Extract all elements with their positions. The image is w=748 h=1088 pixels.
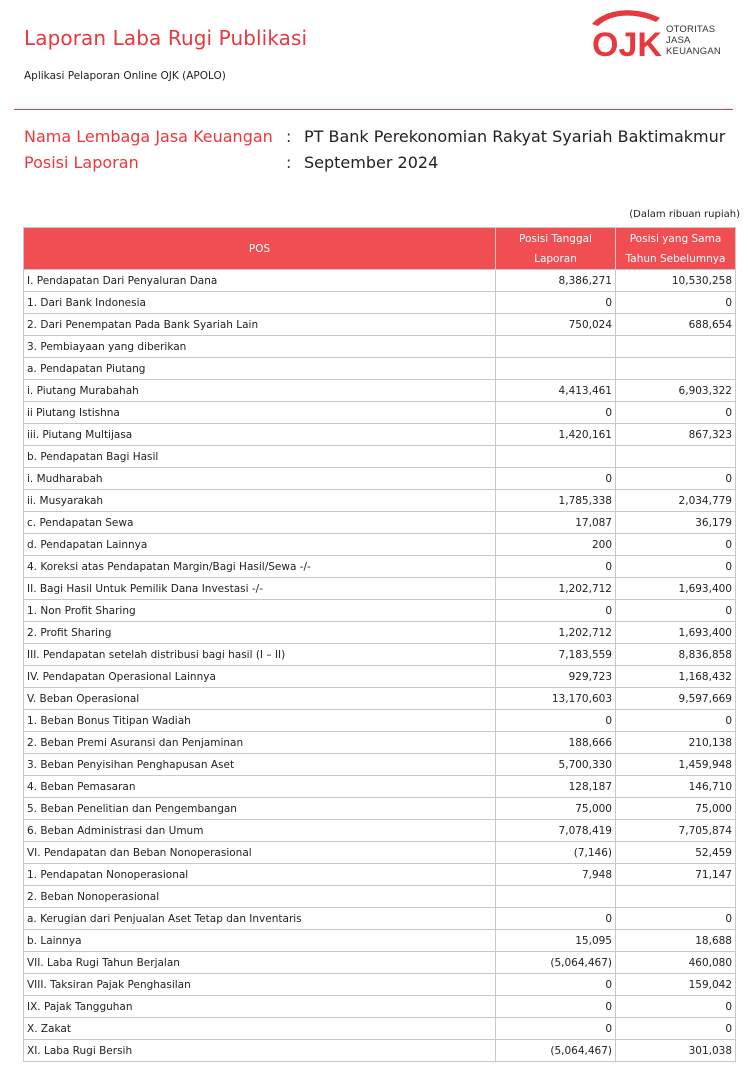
row-label: V. Beban Operasional (24, 688, 496, 710)
row-label: ii. Musyarakah (24, 490, 496, 512)
current-value (496, 336, 616, 358)
previous-value: 0 (616, 996, 736, 1018)
current-value: 0 (496, 600, 616, 622)
table-row (24, 886, 736, 908)
page-subtitle: Aplikasi Pelaporan Online OJK (APOLO) (24, 70, 226, 82)
previous-value: 301,038 (616, 1040, 736, 1062)
table-row (24, 842, 736, 864)
table-row (24, 556, 736, 578)
separator: : (286, 153, 292, 172)
institution-label: Nama Lembaga Jasa Keuangan (24, 127, 273, 146)
previous-value: 1,693,400 (616, 622, 736, 644)
table-row (24, 666, 736, 688)
current-value: 0 (496, 468, 616, 490)
row-label: d. Pendapatan Lainnya (24, 534, 496, 556)
column-header-pos: POS (24, 228, 496, 270)
previous-value: 159,042 (616, 974, 736, 996)
table-row (24, 1040, 736, 1062)
current-value: 0 (496, 556, 616, 578)
current-value: 8,386,271 (496, 270, 616, 292)
current-value: 7,078,419 (496, 820, 616, 842)
row-label: X. Zakat (24, 1018, 496, 1040)
row-label: 2. Dari Penempatan Pada Bank Syariah Lain (24, 314, 496, 336)
table-row (24, 424, 736, 446)
row-label: a. Kerugian dari Penjualan Aset Tetap dan Inventaris (24, 908, 496, 930)
row-label: 4. Koreksi atas Pendapatan Margin/Bagi Hasil/Sewa -/- (24, 556, 496, 578)
row-label: VIII. Taksiran Pajak Penghasilan (24, 974, 496, 996)
previous-value: 1,459,948 (616, 754, 736, 776)
table-body (24, 270, 736, 1062)
previous-value: 1,693,400 (616, 578, 736, 600)
current-value (496, 446, 616, 468)
current-value: (5,064,467) (496, 952, 616, 974)
ojk-logo-mark-icon (588, 6, 668, 64)
current-value: 5,700,330 (496, 754, 616, 776)
table-row (24, 314, 736, 336)
table-row (24, 776, 736, 798)
income-statement-table (23, 227, 736, 1062)
row-label: 2. Beban Premi Asuransi dan Penjaminan (24, 732, 496, 754)
logo-wordmark (666, 24, 721, 57)
table-row (24, 864, 736, 886)
current-value: 0 (496, 996, 616, 1018)
row-label: IX. Pajak Tangguhan (24, 996, 496, 1018)
previous-value: 6,903,322 (616, 380, 736, 402)
table-row (24, 996, 736, 1018)
current-value: 7,183,559 (496, 644, 616, 666)
row-label: 1. Pendapatan Nonoperasional (24, 864, 496, 886)
current-value: 188,666 (496, 732, 616, 754)
table-row (24, 446, 736, 468)
current-value: 0 (496, 402, 616, 424)
table-row (24, 292, 736, 314)
previous-value: 0 (616, 468, 736, 490)
current-value: 929,723 (496, 666, 616, 688)
current-value: 7,948 (496, 864, 616, 886)
previous-value: 1,168,432 (616, 666, 736, 688)
logo-text-line: JASA (666, 35, 691, 46)
row-label: 2. Beban Nonoperasional (24, 886, 496, 908)
row-label: III. Pendapatan setelah distribusi bagi hasil (I – II) (24, 644, 496, 666)
row-label: 2. Profit Sharing (24, 622, 496, 644)
row-label: ii Piutang Istishna (24, 402, 496, 424)
previous-value: 0 (616, 600, 736, 622)
current-value: 17,087 (496, 512, 616, 534)
row-label: i. Piutang Murabahah (24, 380, 496, 402)
table-row (24, 688, 736, 710)
current-value: 0 (496, 710, 616, 732)
table-row (24, 534, 736, 556)
previous-value: 75,000 (616, 798, 736, 820)
current-value: 1,202,712 (496, 578, 616, 600)
row-label: VI. Pendapatan dan Beban Nonoperasional (24, 842, 496, 864)
previous-value (616, 336, 736, 358)
table-row (24, 820, 736, 842)
table-row (24, 490, 736, 512)
previous-value: 36,179 (616, 512, 736, 534)
table-row (24, 644, 736, 666)
table-row (24, 754, 736, 776)
previous-value: 2,034,779 (616, 490, 736, 512)
previous-value: 0 (616, 402, 736, 424)
column-header-previous: Posisi yang Sama Tahun Sebelumnya (616, 228, 736, 270)
previous-value: 210,138 (616, 732, 736, 754)
logo-text-line: OTORITAS (666, 24, 716, 35)
institution-row (24, 127, 725, 146)
table-row (24, 600, 736, 622)
period-row (24, 153, 438, 172)
row-label: II. Bagi Hasil Untuk Pemilik Dana Investasi -/- (24, 578, 496, 600)
row-label: VII. Laba Rugi Tahun Berjalan (24, 952, 496, 974)
row-label: XI. Laba Rugi Bersih (24, 1040, 496, 1062)
table-row (24, 908, 736, 930)
current-value: 200 (496, 534, 616, 556)
previous-value: 0 (616, 710, 736, 732)
previous-value: 0 (616, 908, 736, 930)
current-value: 4,413,461 (496, 380, 616, 402)
table-row (24, 358, 736, 380)
table-header-row (24, 228, 736, 270)
table-row (24, 270, 736, 292)
table-row (24, 798, 736, 820)
previous-value: 7,705,874 (616, 820, 736, 842)
row-label: 5. Beban Penelitian dan Pengembangan (24, 798, 496, 820)
previous-value: 460,080 (616, 952, 736, 974)
current-value: 128,187 (496, 776, 616, 798)
table-row (24, 468, 736, 490)
separator: : (286, 127, 292, 146)
table-row (24, 512, 736, 534)
table-row (24, 380, 736, 402)
row-label: 3. Pembiayaan yang diberikan (24, 336, 496, 358)
previous-value: 10,530,258 (616, 270, 736, 292)
row-label: 3. Beban Penyisihan Penghapusan Aset (24, 754, 496, 776)
current-value: 13,170,603 (496, 688, 616, 710)
previous-value (616, 358, 736, 380)
previous-value: 146,710 (616, 776, 736, 798)
row-label: a. Pendapatan Piutang (24, 358, 496, 380)
current-value: 0 (496, 292, 616, 314)
current-value: 1,202,712 (496, 622, 616, 644)
table-row (24, 402, 736, 424)
previous-value (616, 886, 736, 908)
current-value: 0 (496, 974, 616, 996)
previous-value: 52,459 (616, 842, 736, 864)
unit-note: (Dalam ribuan rupiah) (629, 209, 740, 220)
table-row (24, 1018, 736, 1040)
current-value: 750,024 (496, 314, 616, 336)
row-label: c. Pendapatan Sewa (24, 512, 496, 534)
row-label: i. Mudharabah (24, 468, 496, 490)
row-label: 4. Beban Pemasaran (24, 776, 496, 798)
table-row (24, 710, 736, 732)
row-label: 1. Dari Bank Indonesia (24, 292, 496, 314)
row-label: iii. Piutang Multijasa (24, 424, 496, 446)
row-label: I. Pendapatan Dari Penyaluran Dana (24, 270, 496, 292)
table-row (24, 930, 736, 952)
row-label: 1. Non Profit Sharing (24, 600, 496, 622)
table-row (24, 732, 736, 754)
period-value: September 2024 (304, 153, 439, 172)
current-value (496, 886, 616, 908)
current-value: 1,785,338 (496, 490, 616, 512)
table-row (24, 622, 736, 644)
institution-value: PT Bank Perekonomian Rakyat Syariah Baktimakmur (304, 127, 726, 146)
logo-text-line: KEUANGAN (666, 46, 721, 57)
current-value: 1,420,161 (496, 424, 616, 446)
row-label: 6. Beban Administrasi dan Umum (24, 820, 496, 842)
current-value: 75,000 (496, 798, 616, 820)
table-row (24, 336, 736, 358)
header-divider (14, 109, 733, 110)
previous-value: 0 (616, 534, 736, 556)
previous-value: 0 (616, 556, 736, 578)
row-label: 1. Beban Bonus Titipan Wadiah (24, 710, 496, 732)
current-value: 15,095 (496, 930, 616, 952)
logo-mark-text: OJK (592, 26, 662, 64)
row-label: IV. Pendapatan Operasional Lainnya (24, 666, 496, 688)
previous-value: 688,654 (616, 314, 736, 336)
current-value: 0 (496, 908, 616, 930)
previous-value: 0 (616, 1018, 736, 1040)
row-label: b. Lainnya (24, 930, 496, 952)
previous-value: 0 (616, 292, 736, 314)
previous-value: 8,836,858 (616, 644, 736, 666)
previous-value: 867,323 (616, 424, 736, 446)
row-label: b. Pendapatan Bagi Hasil (24, 446, 496, 468)
current-value (496, 358, 616, 380)
period-label: Posisi Laporan (24, 153, 139, 172)
column-header-current: Posisi Tanggal Laporan (496, 228, 616, 270)
previous-value: 71,147 (616, 864, 736, 886)
table-row (24, 974, 736, 996)
previous-value (616, 446, 736, 468)
current-value: 0 (496, 1018, 616, 1040)
page-title: Laporan Laba Rugi Publikasi (24, 26, 308, 50)
table-row (24, 578, 736, 600)
current-value: (7,146) (496, 842, 616, 864)
table-row (24, 952, 736, 974)
current-value: (5,064,467) (496, 1040, 616, 1062)
previous-value: 9,597,669 (616, 688, 736, 710)
previous-value: 18,688 (616, 930, 736, 952)
